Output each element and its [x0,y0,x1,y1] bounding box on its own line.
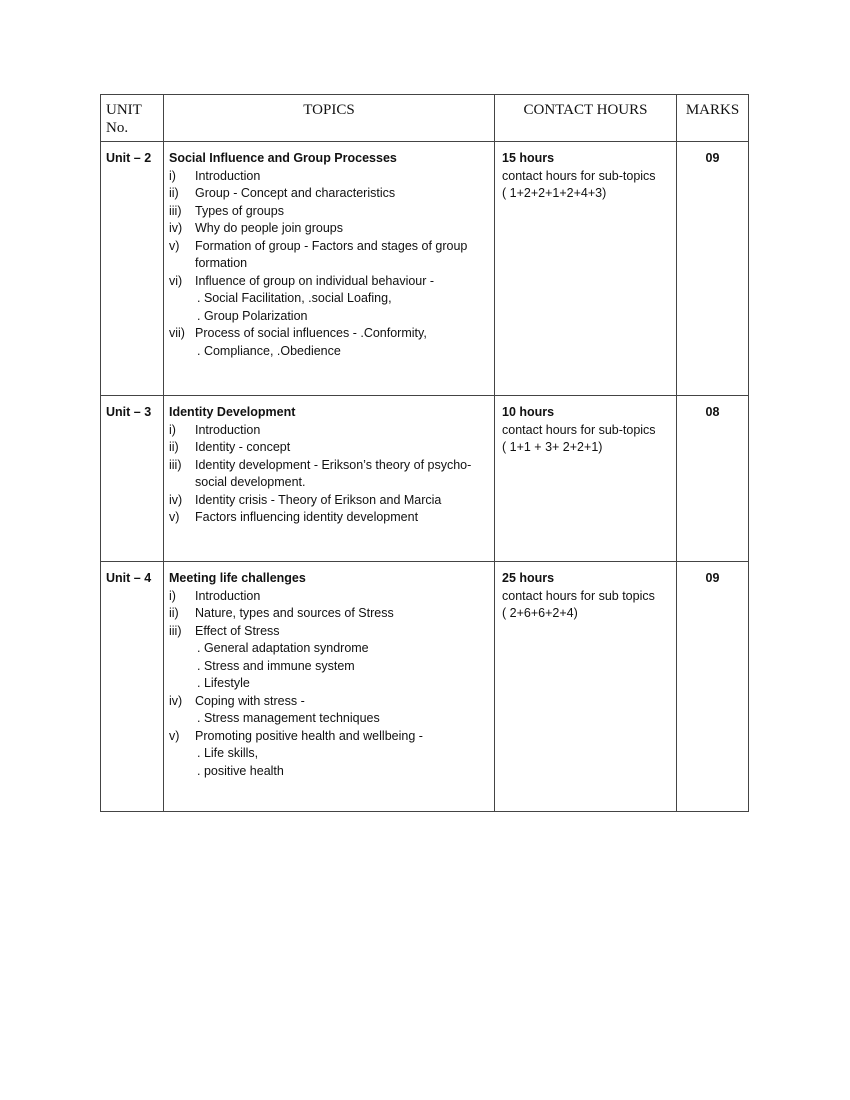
topic-item [169,168,489,186]
topic-text: Introduction [195,588,261,603]
topic-item [169,185,489,203]
topic-item [169,325,489,343]
unit-cell [101,562,164,812]
sub-topic: . Life skills, [197,746,259,760]
topics-cell [164,562,495,812]
topic-number: iv) [169,221,183,235]
marks-value: 09 [705,151,720,165]
topic-item [169,693,489,711]
topic-item [169,422,489,440]
table-row [101,396,749,562]
topic-title: Social Influence and Group Processes [169,151,397,165]
topic-number: i) [169,422,176,437]
topic-number: ii) [169,186,179,200]
sub-topic: . positive health [197,763,284,778]
topic-item [169,728,489,746]
hours-total: 15 hours [502,151,555,165]
marks-value: 08 [705,405,720,419]
topic-number: iv) [169,693,183,708]
topics-cell [164,142,495,396]
topic-item [169,457,489,492]
topic-text: Introduction [195,168,261,183]
hours-total: 10 hours [502,405,555,419]
topic-text: Formation of group - Factors and stages of group formation [195,238,468,270]
topic-text: Why do people join groups [195,221,344,235]
topic-item [169,623,489,641]
marks-cell [677,396,749,562]
topic-text: Nature, types and sources of Stress [195,606,394,620]
topic-number: v) [169,510,180,524]
hours-breakdown: ( 1+1 + 3+ 2+2+1) [502,440,603,454]
marks-value: 09 [705,571,720,585]
header-row [101,95,749,142]
topic-text: Factors influencing identity development [195,510,419,524]
topic-item [169,588,489,606]
topic-text: Promoting positive health and wellbeing - [195,728,423,743]
topic-text: Introduction [195,422,261,437]
sub-topic: . Stress management techniques [197,711,380,725]
topic-text: Coping with stress - [195,693,305,708]
topic-item [169,203,489,221]
hours-breakdown: ( 1+2+2+1+2+4+3) [502,186,607,200]
topic-text: Process of social influences - .Conformity, [195,326,427,340]
hours-cell [495,396,677,562]
hours-subtitle: contact hours for sub topics [502,588,655,603]
topic-text: Influence of group on individual behaviour - [195,273,435,288]
topic-text: Group - Concept and characteristics [195,186,396,200]
hours-total: 25 hours [502,571,555,585]
sub-topic: . Stress and immune system [197,658,355,673]
topic-item [169,492,489,510]
topic-item [169,439,489,457]
table-row [101,562,749,812]
topic-number: ii) [169,606,179,620]
topic-text: Types of groups [195,203,284,218]
topic-item [169,509,489,527]
topic-item [169,273,489,291]
topic-number: v) [169,238,180,253]
topic-title: Identity Development [169,405,296,419]
unit-cell [101,396,164,562]
sub-topic: . Lifestyle [197,676,250,690]
header-topics: TOPICS [164,95,495,142]
topic-title: Meeting life challenges [169,571,306,585]
topic-number: iii) [169,623,182,638]
topic-text: Identity development - Erikson’s theory of psycho-social development. [195,457,472,489]
header-unit: UNIT No. [101,95,164,142]
topic-number: ii) [169,440,179,454]
unit-label: Unit – 4 [106,571,152,585]
sub-topic: . Group Polarization [197,308,308,323]
topic-item [169,220,489,238]
topic-number: vi) [169,273,183,288]
marks-cell [677,142,749,396]
topics-cell [164,396,495,562]
sub-topic: . Social Facilitation, .social Loafing, [197,291,392,305]
unit-label: Unit – 2 [106,151,152,165]
unit-cell [101,142,164,396]
topic-item [169,238,489,273]
topic-number: iii) [169,457,182,472]
topic-number: i) [169,588,176,603]
topic-number: v) [169,728,180,743]
topic-number: iv) [169,492,183,507]
topic-text: Identity - concept [195,440,291,454]
header-contact-hours: CONTACT HOURS [495,95,677,142]
hours-cell [495,562,677,812]
table-row [101,142,749,396]
hours-cell [495,142,677,396]
hours-breakdown: ( 2+6+6+2+4) [502,606,578,620]
sub-topic: . Compliance, .Obedience [197,343,341,358]
topic-text: Identity crisis - Theory of Erikson and Marcia [195,492,442,507]
topic-item [169,605,489,623]
hours-subtitle: contact hours for sub-topics [502,168,656,183]
topic-number: iii) [169,203,182,218]
topic-text: Effect of Stress [195,623,280,638]
sub-topic: . General adaptation syndrome [197,641,369,655]
topic-number: vii) [169,326,185,340]
hours-subtitle: contact hours for sub-topics [502,422,656,437]
unit-label: Unit – 3 [106,405,152,419]
syllabus-table [100,94,749,812]
topic-number: i) [169,168,176,183]
marks-cell [677,562,749,812]
header-marks: MARKS [677,95,749,142]
